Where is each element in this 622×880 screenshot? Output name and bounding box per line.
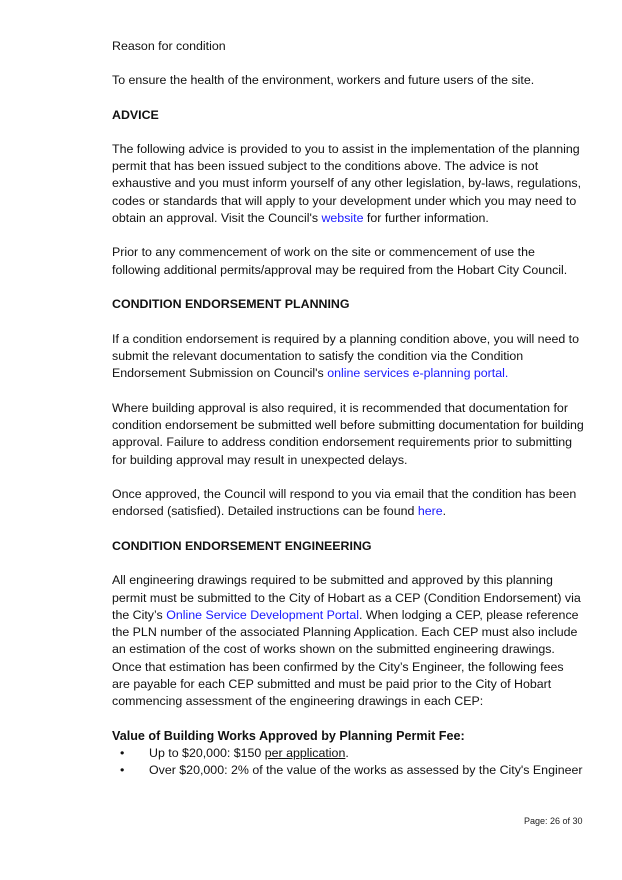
advice-paragraph-2: Prior to any commencement of work on the site or commencement of use the following additional permits/approval may be required from the Hobart City Council. (112, 245, 568, 277)
planning-para3-text: Once approved, the Council will respond to you via email that the condition has been endorsed (satisfied). Detailed instructions can be found (112, 486, 577, 519)
planning-para1-text: If a condition endorsement is required by a planning condition above, you will need to submit the relevant documentation to satisfy the condition via the Condition Endorsement Submission on Council's (112, 331, 580, 381)
fee-list (112, 745, 584, 780)
website-link[interactable]: website (321, 211, 364, 226)
page-number: Page: 26 of 30 (524, 816, 583, 826)
advice-para1-tail: for further information. (363, 211, 489, 226)
planning-paragraph-1 (112, 331, 584, 383)
engineering-para1-text: All engineering drawings required to be submitted and approved by this planning permit must be submitted to the City of Hobart as a CEP (Condition Endorsement) via the City’s (112, 573, 581, 622)
engineering-para1-tail: . When lodging a CEP, please reference the PLN number of the associated Planning Application. Each CEP must also include an estimation of the cost of works shown on the submitted engineering drawings. Once that estimation has been confirmed by the City’s Engineer, the following fees are payable for each CEP submitted and must be paid prior to the City of Hobart commencing assessment of the engineering drawings in each CEP: (112, 607, 579, 709)
planning-paragraph-2: Where building approval is also required, it is recommended that documentation for condition endorsement be submitted well before submitting documentation for building approval. Failure to address condition endorsement requirements prior to submitting for building approval may result in unexpected delays. (112, 400, 584, 467)
advice-heading: ADVICE (112, 107, 159, 122)
e-planning-portal-link[interactable]: online services e-planning portal. (327, 366, 509, 381)
planning-heading: CONDITION ENDORSEMENT PLANNING (112, 297, 350, 312)
engineering-heading: CONDITION ENDORSEMENT ENGINEERING (112, 538, 372, 553)
fee-item-2 (112, 762, 584, 779)
document-body (112, 38, 584, 780)
fee-item-2-text: Over $20,000: 2% of the value of the works as assessed by the City's Engineer (149, 763, 583, 778)
bullet-icon: • (120, 763, 125, 778)
fee-item-1 (112, 745, 584, 762)
instructions-here-link[interactable]: here (417, 504, 443, 519)
fee-item-1-text: Up to $20,000: $150 (149, 745, 265, 760)
bullet-icon: • (120, 745, 125, 760)
planning-paragraph-3 (112, 486, 584, 521)
advice-para1-text: The following advice is provided to you to assist in the implementation of the planning permit that has been issued subject to the conditions above. The advice is not exhaustive and you must inform yourself of any other legislation, by-laws, regulations, codes or standards that will apply to your development under which you may need to obtain an approval. Visit the Council's (112, 141, 582, 226)
fee-item-1-tail: . (345, 745, 349, 760)
fee-heading: Value of Building Works Approved by Planning Permit Fee: (112, 728, 465, 743)
fee-item-1-underlined: per application (264, 745, 346, 760)
engineering-paragraph-1 (112, 572, 584, 710)
reason-heading: Reason for condition (112, 39, 226, 53)
advice-paragraph-1 (112, 141, 584, 227)
reason-text: To ensure the health of the environment, workers and future users of the site. (112, 73, 535, 88)
planning-para3-tail: . (442, 504, 447, 519)
development-portal-link[interactable]: Online Service Development Portal (166, 607, 360, 622)
